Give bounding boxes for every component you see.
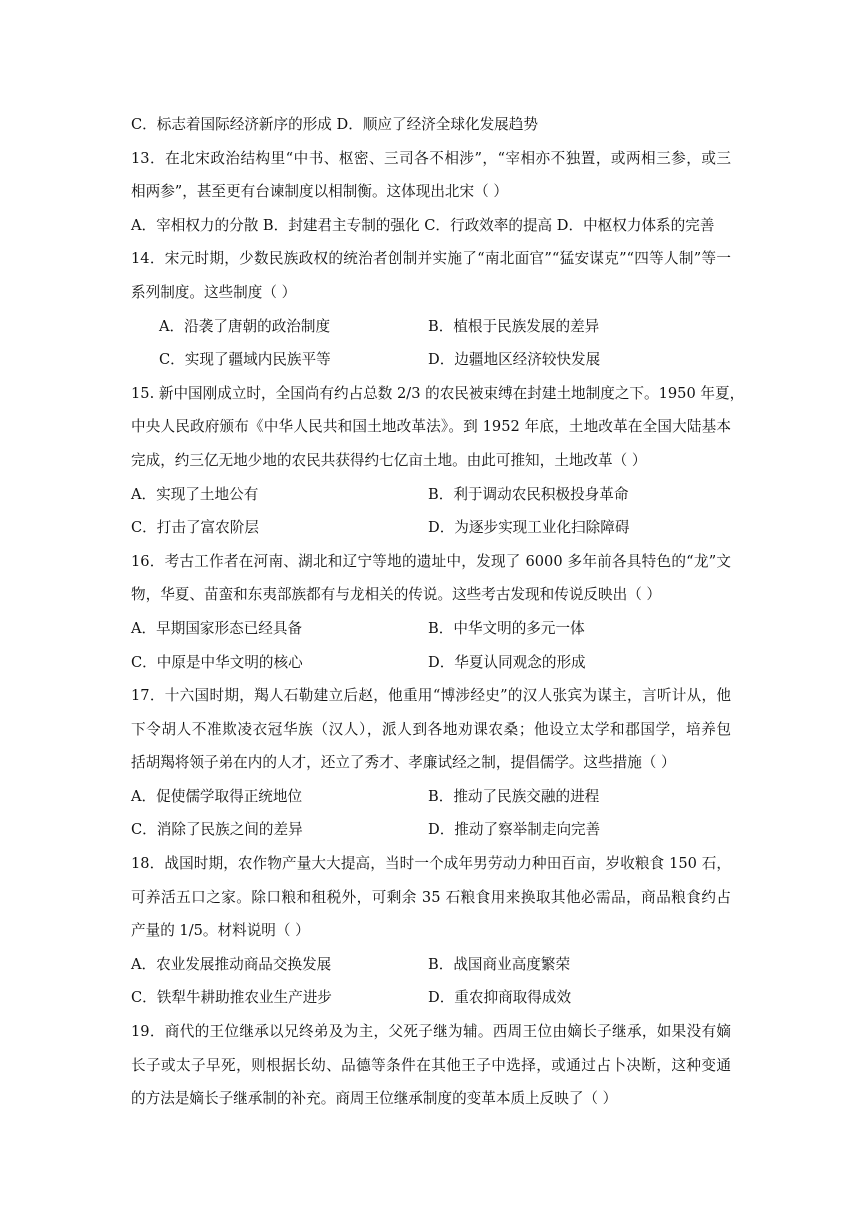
question-stem-line: 系列制度。这些制度（ ） [131,283,297,301]
question-stem-line: 13．在北宋政治结构里“中书、枢密、三司各不相涉”，“宰相亦不独置，或两相三参，或三 [131,149,731,167]
option-row [131,780,731,814]
question-stem-line: 18．战国时期，农作物产量大大提高，当时一个成年男劳动力种田百亩，岁收粮食 150 石， [131,855,731,873]
question-stem-line: 15. 新中国刚成立时，全国尚有约占总数 2/3 的农民被束缚在封建土地制度之下。1950 年夏， [131,384,745,402]
question-stem-line: 产量的 1/5。材料说明（ ） [131,922,310,940]
option-line: C．标志着国际经济新序的形成 D．顺应了经济全球化发展趋势 [131,116,538,133]
option-text: A．农业发展推动商品交换发展 [131,955,332,973]
option-text: B．中华文明的多元一体 [428,619,585,637]
question-stem-line: 14．宋元时期，少数民族政权的统治者创制并实施了“南北面官”“猛安谋克”“四等人制”等一 [131,250,731,268]
option-line: A．宰相权力的分散 B．封建君主专制的强化 C．行政效率的提高 D．中枢权力体系的完善 [131,216,715,234]
option-row [131,813,731,847]
option-text: C．中原是中华文明的核心 [131,653,303,671]
option-row [131,478,731,512]
option-text: A．实现了土地公有 [131,485,259,503]
option-text: B．战国商业高度繁荣 [428,955,571,973]
option-text: D．推动了察举制走向完善 [428,821,601,839]
question-stem-line: 的方法是嫡长子继承制的补充。商周王位继承制度的变革本质上反映了（ ） [131,1090,618,1108]
question-stem-line: 中央人民政府颁布《中华人民共和国土地改革法》。到 1952 年底，土地改革在全国大陆基本 [131,418,731,436]
option-text: A．促使儒学取得正统地位 [131,787,303,805]
option-row [131,981,731,1015]
option-text: B．利于调动农民积极投身革命 [428,485,629,503]
question-stem-line: 16．考古工作者在河南、湖北和辽宁等地的遗址中，发现了 6000 多年前各具特色的“龙”文 [131,552,731,570]
option-text: D．华夏认同观念的形成 [428,653,586,671]
question-stem-line: 长子或太子早死，则根据长幼、品德等条件在其他王子中选择，或通过占卜决断，这种变通 [131,1056,731,1074]
option-text: B．植根于民族发展的差异 [428,317,600,335]
question-stem-line: 括胡羯将领子弟在内的人才，还立了秀才、孝廉试经之制，提倡儒学。这些措施（ ） [131,754,676,772]
question-stem-line: 19．商代的王位继承以兄终弟及为主，父死子继为辅。西周王位由嫡长子继承，如果没有嫡 [131,1023,731,1041]
option-row [131,310,731,344]
option-text: C．铁犁牛耕助推农业生产进步 [131,989,332,1007]
question-stem-line: 下令胡人不准欺凌衣冠华族（汉人），派人到各地劝课农桑；他设立太学和郡国学，培养包 [131,720,731,738]
option-text: C．实现了疆域内民族平等 [159,351,331,369]
question-stem-line: 物，华夏、苗蛮和东夷部族都有与龙相关的传说。这些考古发现和传说反映出（ ） [131,586,662,604]
option-text: C．打击了富农阶层 [131,519,259,537]
option-row [131,511,731,545]
option-row [131,646,731,680]
question-stem-line: 可养活五口之家。除口粮和租税外，可剩余 35 石粮食用来换取其他必需品，商品粮食约占 [131,888,731,906]
option-text: C．消除了民族之间的差异 [131,821,303,839]
option-row [131,343,731,377]
option-text: A．沿袭了唐朝的政治制度 [159,317,331,335]
option-text: D．为逐步实现工业化扫除障碍 [428,519,630,537]
option-text: B．推动了民族交融的进程 [428,787,600,805]
option-text: D．重农抑商取得成效 [428,989,572,1007]
question-list [131,108,745,1116]
question-stem-line: 完成，约三亿无地少地的农民共获得约七亿亩土地。由此可推知，土地改革（ ） [131,451,647,469]
question-stem-line: 相两参”，甚至更有台谏制度以相制衡。这体现出北宋（ ） [131,183,508,201]
option-row [131,948,731,982]
option-text: A．早期国家形态已经具备 [131,619,303,637]
option-row [131,612,731,646]
option-text: D．边疆地区经济较快发展 [428,351,601,369]
question-stem-line: 17．十六国时期，羯人石勒建立后赵，他重用“博涉经史”的汉人张宾为谋主，言听计从，他 [131,687,731,705]
